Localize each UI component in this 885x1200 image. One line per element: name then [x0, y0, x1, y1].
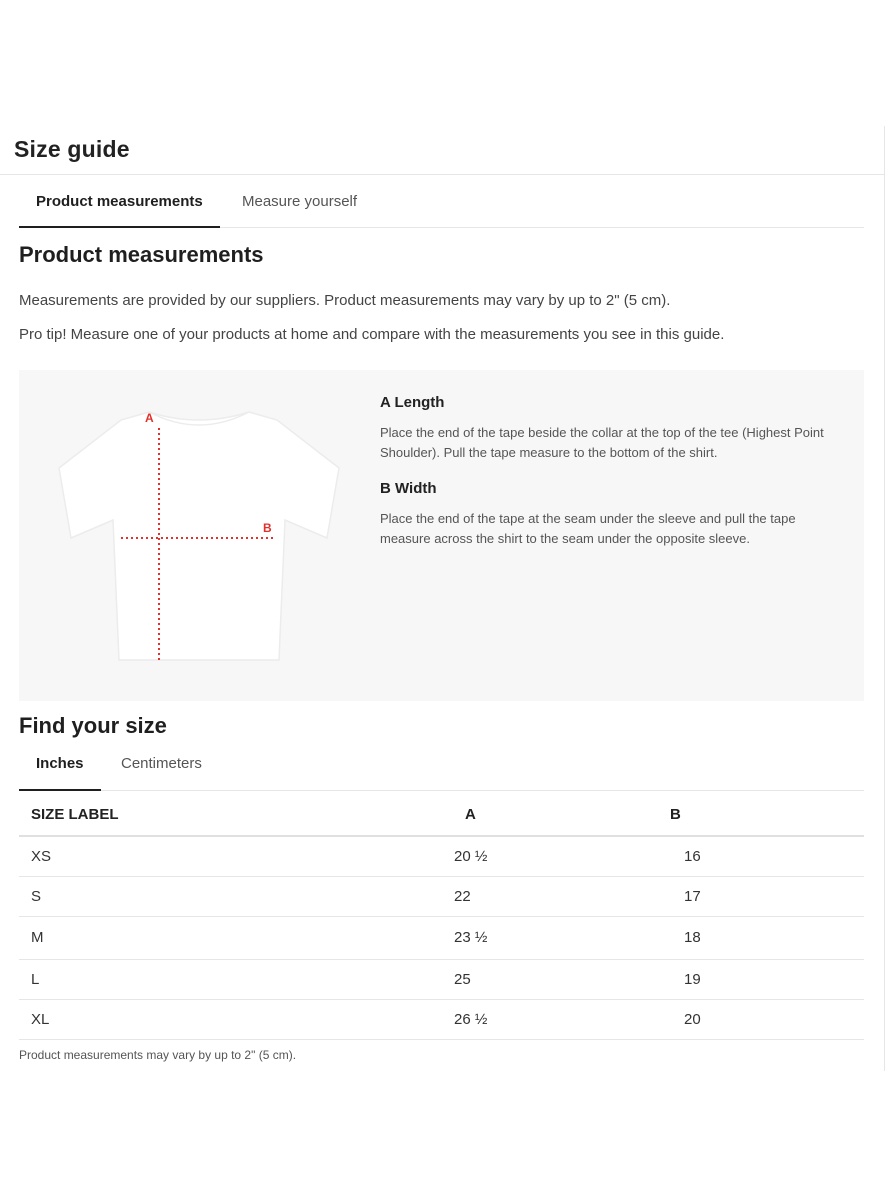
measure-a: [380, 394, 840, 463]
measure-b-cell: 20: [670, 999, 864, 1039]
size-table: [19, 794, 864, 1040]
measure-b-cell: 19: [670, 959, 864, 999]
table-row: [19, 999, 864, 1039]
section-heading-product-measurements: Product measurements: [19, 242, 264, 267]
measure-a-cell: 23 ½: [454, 916, 670, 959]
tab-inches[interactable]: Inches: [19, 739, 101, 791]
measure-a-cell: 26 ½: [454, 999, 670, 1039]
footnote: Product measurements may vary by up to 2" (5 cm).: [19, 1048, 297, 1062]
measure-a-cell: 20 ½: [454, 836, 670, 876]
tshirt-illustration: [49, 398, 349, 668]
table-row: [19, 959, 864, 999]
column-header-b: B: [670, 794, 864, 836]
table-header-row: [19, 794, 864, 836]
column-header-size-label: SIZE LABEL: [19, 794, 454, 836]
tab-centimeters[interactable]: Centimeters: [121, 755, 202, 772]
measurement-diagram: [19, 370, 864, 701]
measure-a-cell: 22: [454, 876, 670, 916]
measure-a-desc: Place the end of the tape beside the collar at the top of the tee (Highest Point Shoulder). Pull the tape measure to the bottom of the shirt.: [380, 425, 824, 460]
page-title: Size guide: [14, 136, 130, 162]
tab-bar: [19, 175, 864, 228]
size-label-cell: L: [19, 959, 454, 999]
label-a: A: [145, 411, 154, 425]
measure-b-desc: Place the end of the tape at the seam under the sleeve and pull the tape measure across the shirt to the seam under the opposite sleeve.: [380, 511, 796, 546]
unit-tab-bar: [19, 739, 864, 791]
size-label-cell: XL: [19, 999, 454, 1039]
size-guide-panel: [0, 126, 885, 1071]
measure-b-cell: 17: [670, 876, 864, 916]
tab-product-measurements[interactable]: Product measurements: [19, 175, 220, 228]
measure-b: [380, 480, 840, 549]
measure-b-title: B Width: [380, 480, 437, 497]
measure-b-cell: 18: [670, 916, 864, 959]
section-heading-find-your-size: Find your size: [19, 713, 167, 738]
table-row: [19, 916, 864, 959]
size-label-cell: XS: [19, 836, 454, 876]
table-row: [19, 876, 864, 916]
measure-a-title: A Length: [380, 394, 445, 411]
label-b: B: [263, 521, 272, 535]
column-header-a: A: [454, 794, 670, 836]
tab-measure-yourself[interactable]: Measure yourself: [242, 193, 358, 210]
measure-b-cell: 16: [670, 836, 864, 876]
measure-a-cell: 25: [454, 959, 670, 999]
size-label-cell: M: [19, 916, 454, 959]
intro-text: Measurements are provided by our suppliers. Product measurements may vary by up to 2" (5 cm).: [19, 292, 671, 309]
table-row: [19, 836, 864, 876]
pro-tip-text: Pro tip! Measure one of your products at home and compare with the measurements you see in this guide.: [19, 326, 725, 343]
size-label-cell: S: [19, 876, 454, 916]
